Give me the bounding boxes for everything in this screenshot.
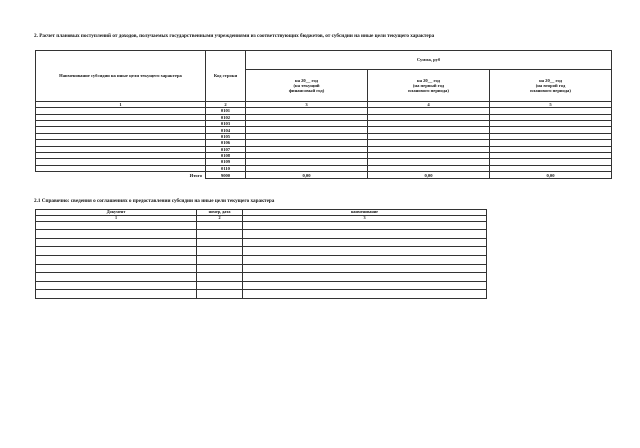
table-row — [36, 221, 487, 230]
agreement-cell — [197, 230, 243, 239]
row-code: 0108 — [206, 153, 246, 159]
table-row — [36, 256, 487, 265]
total-second: 0,00 — [490, 172, 612, 179]
agreement-cell — [197, 238, 243, 247]
total-current: 0,00 — [246, 172, 368, 179]
agreement-cell — [36, 247, 197, 256]
table-row — [36, 290, 487, 299]
total-row — [36, 172, 612, 179]
row-code: 0103 — [206, 121, 246, 127]
agreement-cell — [36, 281, 197, 290]
agreement-cell — [243, 290, 487, 299]
agreement-cell — [197, 290, 243, 299]
table-row — [36, 281, 487, 290]
agreement-cell — [36, 256, 197, 265]
section-2-title: 2.1 Справочно: сведения о соглашениях о предоставлении субсидии на иные цели текущего характера — [34, 198, 275, 204]
row-code: 0102 — [206, 114, 246, 120]
agreement-cell — [36, 273, 197, 282]
column-number-row: 1 2 3 — [36, 215, 487, 221]
agreement-cell — [36, 238, 197, 247]
row-code: 0110 — [206, 165, 246, 171]
agreement-cell — [243, 230, 487, 239]
agreement-cell — [243, 238, 487, 247]
agreement-cell — [36, 221, 197, 230]
header-period-current: на 20__ год (на текущий финансовый год) — [246, 70, 368, 102]
header-title: наименование — [243, 210, 487, 216]
agreement-cell — [243, 247, 487, 256]
row-code: 0104 — [206, 127, 246, 133]
header-number-date: номер, дата — [197, 210, 243, 216]
table-row — [36, 230, 487, 239]
section-1-title: 2. Расчет плановых поступлений от доходов, получаемых государственными учреждениями из соответствующих бюджетов, от субсидии на иные цели текущего характера — [34, 33, 435, 39]
agreement-cell — [36, 230, 197, 239]
agreement-cell — [243, 256, 487, 265]
agreement-cell — [197, 281, 243, 290]
row-code: 0101 — [206, 108, 246, 114]
header-document: Документ — [36, 210, 197, 216]
table-row — [36, 238, 487, 247]
total-code: 9000 — [206, 172, 246, 179]
total-first: 0,00 — [368, 172, 490, 179]
row-code: 0105 — [206, 133, 246, 139]
row-code: 0107 — [206, 146, 246, 152]
table-row — [36, 273, 487, 282]
table-row — [36, 264, 487, 273]
header-row-code: Код строки — [206, 51, 246, 102]
column-number-row: 1 2 3 4 5 — [36, 102, 612, 108]
table-row — [36, 247, 487, 256]
planned-revenue-table — [35, 50, 612, 179]
agreement-cell — [36, 264, 197, 273]
agreements-table — [35, 209, 487, 299]
row-code: 0106 — [206, 140, 246, 146]
agreement-cell — [197, 256, 243, 265]
agreement-cell — [36, 290, 197, 299]
agreement-cell — [243, 273, 487, 282]
agreement-cell — [197, 273, 243, 282]
row-code: 0109 — [206, 159, 246, 165]
total-label: Итого — [189, 172, 202, 178]
agreement-cell — [243, 221, 487, 230]
agreement-cell — [243, 264, 487, 273]
agreement-cell — [197, 221, 243, 230]
agreement-cell — [243, 281, 487, 290]
agreement-cell — [197, 264, 243, 273]
agreement-cell — [197, 247, 243, 256]
header-period-first: на 20__ год (на первый год планового периода) — [368, 70, 490, 102]
header-period-second: на 20__ год (на второй год планового периода) — [490, 70, 612, 102]
header-sum: Сумма, руб — [246, 51, 612, 70]
header-subsidy-name: Наименование субсидии на иные цели текущего характера — [36, 51, 206, 102]
